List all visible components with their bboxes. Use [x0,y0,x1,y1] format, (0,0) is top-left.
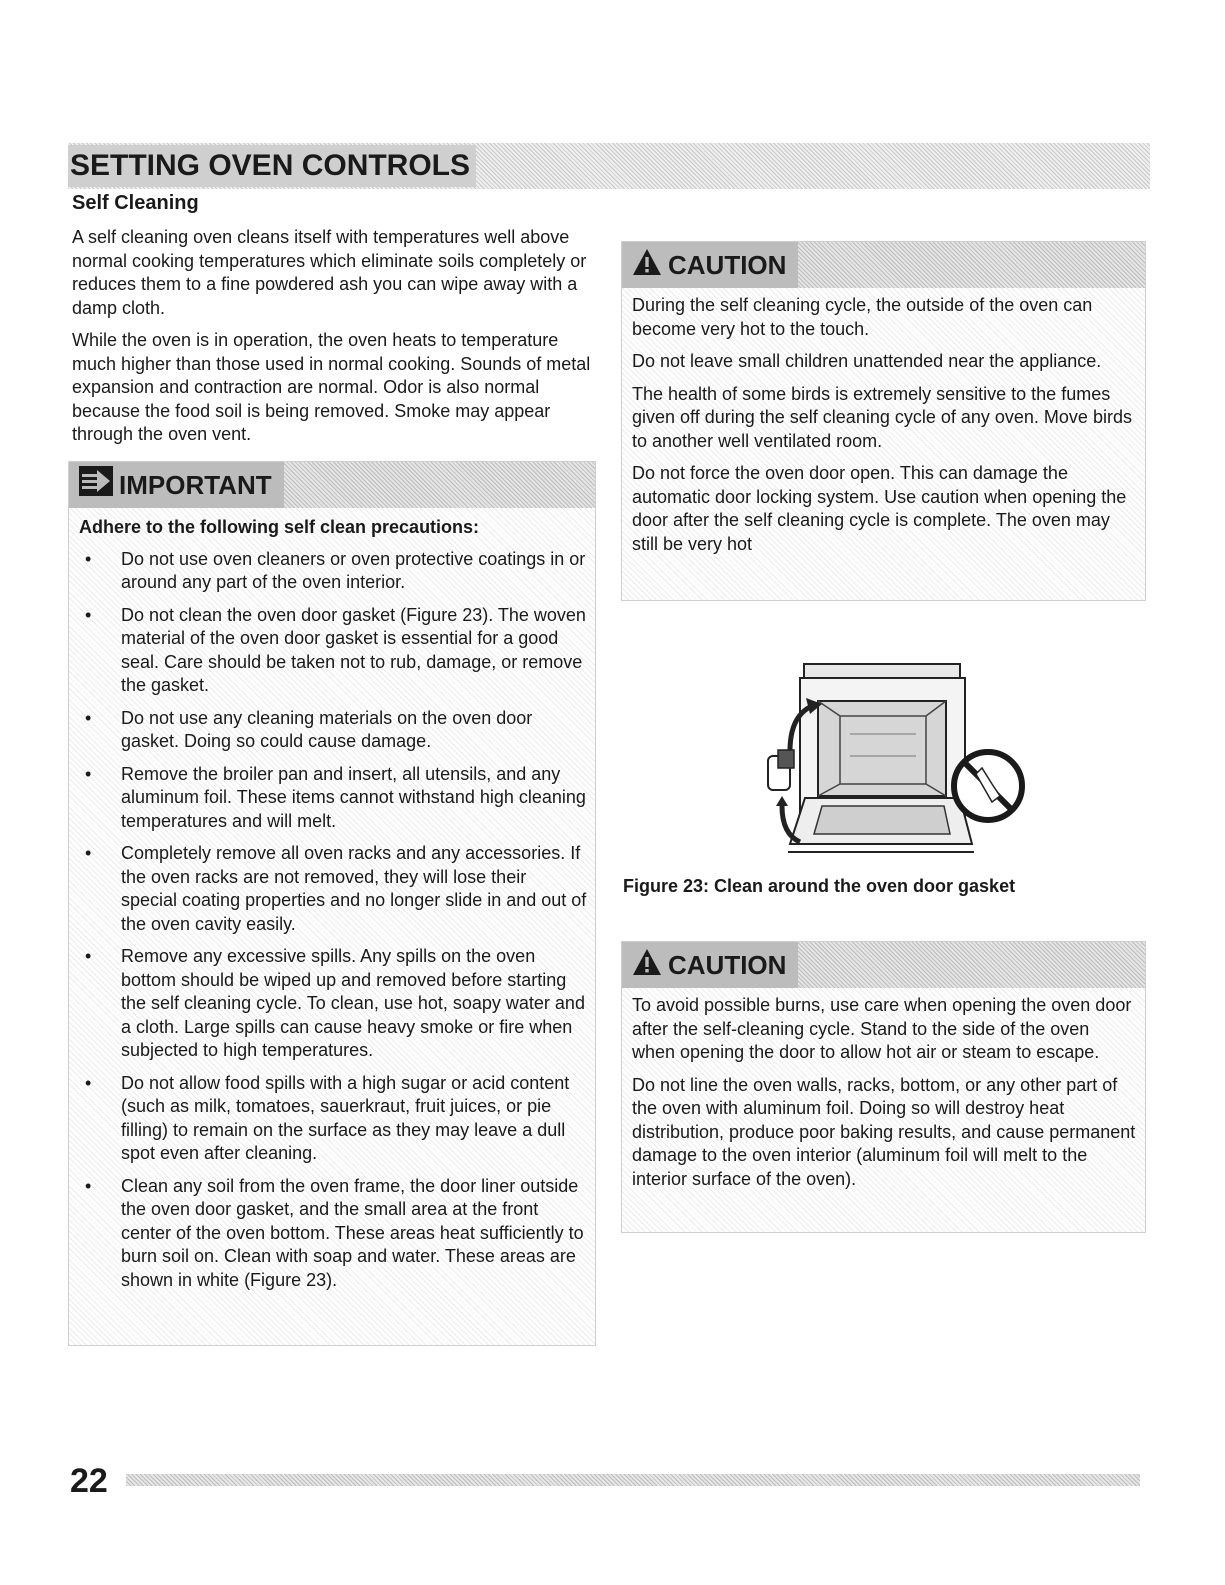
warning-triangle-icon [632,944,662,990]
important-header [69,462,595,508]
list-item: • Completely remove all oven racks and any accessories. If the oven racks are not removed, they will lose their special coating properties and no longer slide in and out of the oven cavity easily. [85,843,587,934]
caution-paragraph: Do not line the oven walls, racks, bottom, or any other part of the oven with aluminum foil. Doing so will destroy heat distribution, produce poor baking results, and cause permanent damage to the oven interior (aluminum foil will melt to the interior surface of the oven). [632,1074,1136,1189]
caution-paragraph: To avoid possible burns, use care when opening the oven door after the self-cleaning cycle. Stand to the side of the oven when opening the door to allow hot air or steam to escape. [632,995,1132,1062]
precautions-list [79,548,587,1293]
list-item: • Do not use oven cleaners or oven protective coatings in or around any part of the oven interior. [85,548,586,592]
caution-paragraph: The health of some birds is extremely sensitive to the fumes given off during the self cleaning cycle of any oven. Move birds to another well ventilated room. [632,383,1132,451]
page-number: 22 [70,1462,108,1500]
list-item: • Do not use any cleaning materials on the oven door gasket. Doing so could cause damage. [85,707,533,751]
oven-door-gasket-illustration [760,656,1030,861]
figure-caption: Figure 23: Clean around the oven door gasket [623,876,1016,896]
intro-paragraph: A self cleaning oven cleans itself with temperatures well above normal cooking temperatures which eliminate soils completely or reduces them to a fine powdered ash you can wipe away with a damp cloth. [72,227,587,318]
caution-body [622,288,1145,573]
caution-header [622,242,1145,288]
caution-box-top [621,241,1146,601]
caution-label: CAUTION [668,950,787,980]
important-box [68,461,596,1346]
precautions-heading: Adhere to the following self clean precautions: [79,517,480,537]
list-item: • Do not allow food spills with a high sugar or acid content (such as milk, tomatoes, sauerkraut, fruit juices, or pie filling) to remain on the surface as they may leave a dull spot even after cleaning. [85,1072,570,1163]
list-item: • Do not clean the oven door gasket (Figure 23). The woven material of the oven door gasket is essential for a good seal. Care should be taken not to rub, damage, or remove the gasket. [85,604,586,695]
caution-paragraph: Do not leave small children unattended near the appliance. [632,351,1102,371]
caution-paragraph: During the self cleaning cycle, the outside of the oven can become very hot to the touch. [632,295,1093,339]
caution-paragraph: Do not force the oven door open. This can damage the automatic door locking system. Use caution when opening the door after the self cleaning cycle is complete. The oven may still be very hot [632,463,1127,554]
list-item: • Remove any excessive spills. Any spills on the oven bottom should be wiped up and removed before starting the self cleaning cycle. To clean, use hot, soapy water and a cloth. Large spills can cause heavy smoke or fire when subjected to high temperatures. [85,946,585,1060]
list-item: • Clean any soil from the oven frame, the door liner outside the oven door gasket, and the small area at the front center of the oven bottom. These areas heat sufficiently to burn soil on. Clean with soap and water. These areas are shown in white (Figure 23). [85,1175,584,1290]
important-arrow-icon [79,464,113,510]
list-item: • Remove the broiler pan and insert, all utensils, and any aluminum foil. These items cannot withstand high cleaning temperatures and will melt. [85,763,586,831]
caution-box-bottom [621,941,1146,1233]
warning-triangle-icon [632,244,662,290]
section-subheading: Self Cleaning [72,192,199,214]
important-label: IMPORTANT [119,470,272,500]
caution-label: CAUTION [668,250,787,280]
caution-body [622,988,1145,1208]
caution-header [622,942,1145,988]
footer-bar [126,1474,1140,1486]
page-title: SETTING OVEN CONTROLS [68,145,476,187]
intro-paragraph: While the oven is in operation, the oven heats to temperature much higher than those used in normal cooking. Sounds of metal expansion and contraction are normal. Odor is also normal because the food soil is being removed. Smoke may appear through the oven vent. [72,330,591,444]
important-body [69,508,595,1309]
intro-text [72,226,594,456]
